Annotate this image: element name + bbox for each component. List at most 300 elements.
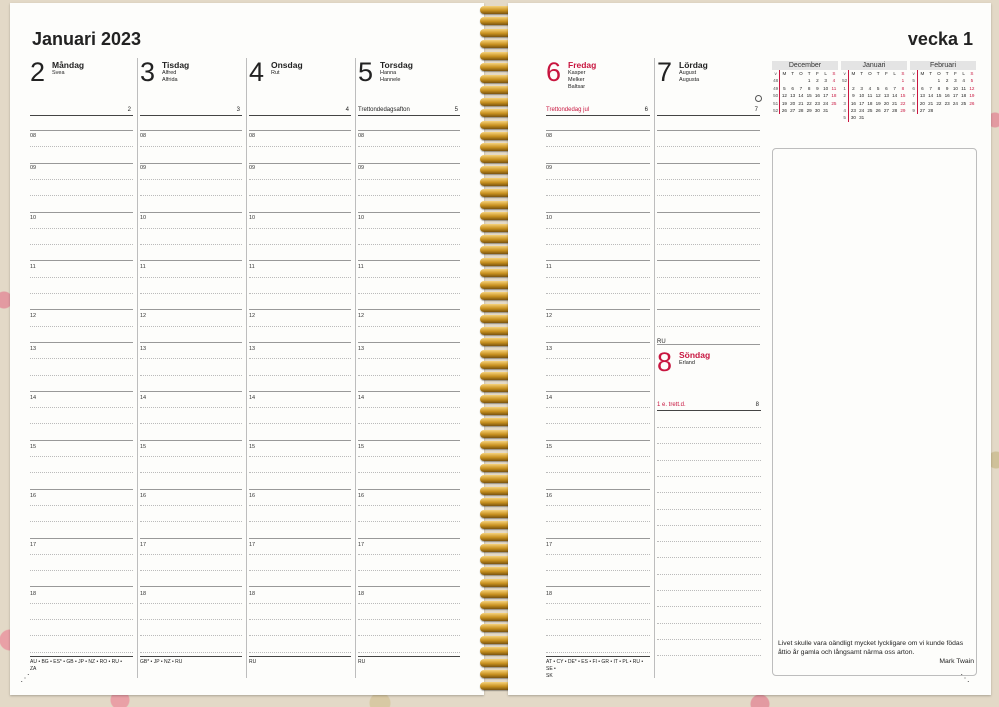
mini-calendar-month: December	[772, 61, 838, 70]
quote-text: Livet skulle vara oändligt mycket lyckligare om vi kunde födas åttio år gamla och långsamt närma oss arton.	[778, 640, 964, 656]
hour-label: 12	[358, 313, 365, 319]
time-line	[657, 179, 760, 180]
hour-label: 17	[30, 542, 37, 548]
calendar-date: 9	[945, 85, 949, 91]
day-number: 4	[249, 57, 265, 87]
week-number: 3	[841, 100, 849, 107]
time-line	[657, 146, 760, 147]
day-index: 8	[755, 402, 759, 408]
hour-label: 11	[249, 264, 255, 270]
calendar-date: 4	[832, 78, 836, 84]
hour-label: 14	[358, 395, 365, 401]
time-line	[657, 260, 760, 261]
time-line	[358, 358, 460, 359]
weekday-header: M	[782, 71, 787, 76]
week-number: 49	[772, 85, 780, 92]
day-number: 8	[657, 347, 673, 377]
time-line	[657, 326, 760, 327]
day-name: Onsdag	[271, 60, 303, 70]
holiday-countries: AU • BG • ES* • GB • JP • NZ • RO • RU • ZA	[30, 659, 122, 672]
hour-label: 18	[249, 591, 256, 597]
time-line	[30, 326, 133, 327]
time-line	[140, 163, 242, 164]
calendar-date: 10	[859, 93, 865, 99]
moon-phase-icon	[755, 95, 762, 102]
calendar-date: 31	[823, 108, 829, 114]
calendar-date: 16	[944, 93, 950, 99]
day-index: 2	[127, 107, 131, 113]
time-line	[546, 619, 650, 620]
time-line	[358, 407, 460, 408]
calendar-date: 12	[781, 93, 787, 99]
time-line	[358, 212, 460, 213]
quote	[778, 639, 974, 666]
weekday-header: S	[970, 71, 974, 76]
calendar-date: 31	[859, 115, 865, 121]
calendar-date: 26	[875, 108, 881, 114]
day-number: 5	[358, 57, 374, 87]
calendar-date: 29	[900, 108, 906, 114]
name-day: Rut	[271, 70, 280, 76]
time-line	[249, 456, 351, 457]
day-name: Torsdag	[380, 60, 413, 70]
calendar-date: 26	[969, 100, 975, 106]
time-line	[140, 554, 242, 555]
calendar-date: 10	[823, 85, 829, 91]
calendar-date: 22	[936, 100, 942, 106]
time-line	[140, 456, 242, 457]
holiday-countries: RU	[358, 659, 366, 665]
hour-label: 16	[30, 493, 37, 499]
calendar-date	[891, 114, 899, 121]
time-line	[657, 443, 761, 444]
calendar-date: 12	[875, 93, 881, 99]
time-line	[249, 146, 351, 147]
calendar-date: 19	[781, 100, 787, 106]
weekday-header: L	[962, 71, 965, 76]
time-line	[249, 440, 351, 441]
time-line	[657, 277, 760, 278]
day-footer-rule	[546, 656, 650, 657]
time-line	[358, 489, 460, 490]
time-line	[249, 358, 351, 359]
calendar-date: 3	[824, 78, 827, 84]
time-line	[30, 342, 133, 343]
day-index: 7	[754, 107, 758, 113]
time-line	[657, 655, 761, 656]
calendar-date: 22	[806, 100, 812, 106]
hour-label: 13	[358, 346, 365, 352]
calendar-date: 14	[892, 93, 898, 99]
calendar-date: 27	[919, 108, 925, 114]
weekday-header: F	[953, 71, 957, 76]
holiday-countries: RU	[249, 659, 257, 665]
hour-label: 09	[30, 165, 37, 171]
calendar-date	[882, 77, 890, 84]
time-line	[358, 391, 460, 392]
calendar-date: 13	[919, 93, 925, 99]
calendar-date: 1	[937, 78, 941, 84]
calendar-date: 5	[876, 85, 880, 91]
weekday-header: T	[807, 71, 811, 76]
time-line	[30, 293, 133, 294]
hour-label: 11	[546, 264, 552, 270]
time-line	[358, 619, 460, 620]
time-line	[657, 244, 760, 245]
time-line	[358, 586, 460, 587]
name-day: Hanna Hannele	[380, 70, 401, 83]
calendar-date: 30	[814, 108, 820, 114]
day-column	[544, 58, 654, 678]
hour-label: 10	[30, 215, 37, 221]
time-line	[30, 277, 133, 278]
weekday-header: O	[799, 71, 803, 76]
time-line	[657, 460, 761, 461]
time-line	[140, 260, 242, 261]
mini-calendar	[772, 61, 838, 114]
week-number: 4	[841, 107, 849, 114]
time-line	[249, 586, 351, 587]
time-line	[249, 472, 351, 473]
time-line	[546, 244, 650, 245]
time-line	[546, 358, 650, 359]
hour-label: 17	[140, 542, 147, 548]
calendar-date: 27	[790, 108, 796, 114]
time-line	[140, 375, 242, 376]
time-line	[546, 326, 650, 327]
time-line	[546, 603, 650, 604]
calendar-date: 11	[961, 85, 967, 91]
time-line	[657, 606, 761, 607]
time-line	[546, 570, 650, 571]
time-line	[249, 375, 351, 376]
time-line	[140, 358, 242, 359]
time-line	[30, 456, 133, 457]
day-number: 2	[30, 57, 46, 87]
hour-label: 15	[546, 444, 553, 450]
calendar-date: 4	[962, 78, 965, 84]
day-name: Söndag	[679, 350, 711, 360]
calendar-date: 7	[893, 85, 896, 91]
hour-label: 16	[358, 493, 365, 499]
calendar-date: 26	[781, 108, 787, 114]
time-line	[358, 635, 460, 636]
time-line	[546, 212, 650, 213]
calendar-date: 8	[937, 85, 941, 91]
weekday-header: L	[893, 71, 896, 76]
name-day: Erland	[679, 360, 695, 366]
weekday-header: O	[868, 71, 872, 76]
time-line	[546, 342, 650, 343]
time-line	[358, 260, 460, 261]
calendar-date: 18	[831, 93, 837, 99]
day-note: Trettondedag jul	[546, 107, 590, 113]
time-line	[358, 179, 460, 180]
time-line	[249, 603, 351, 604]
time-line	[249, 342, 351, 343]
time-line	[358, 456, 460, 457]
weekday-header: T	[876, 71, 880, 76]
weekday-header: F	[884, 71, 888, 76]
time-line	[546, 554, 650, 555]
calendar-date: 21	[928, 100, 934, 106]
hour-label: 16	[249, 493, 256, 499]
time-line	[140, 342, 242, 343]
time-line	[249, 423, 351, 424]
time-line	[358, 130, 460, 131]
calendar-date: 6	[791, 85, 794, 91]
calendar-date	[968, 107, 976, 114]
calendar-date: 4	[868, 85, 872, 91]
day-index: 5	[454, 107, 458, 113]
calendar-date: 18	[867, 100, 873, 106]
day-footer-rule	[358, 656, 460, 657]
time-line	[30, 603, 133, 604]
week-title: vecka 1	[907, 29, 973, 49]
weekday-header: v	[841, 70, 849, 77]
time-line	[249, 326, 351, 327]
calendar-date	[797, 77, 805, 84]
time-line	[657, 623, 761, 624]
time-line	[657, 574, 761, 575]
time-line	[30, 407, 133, 408]
name-day: Alfred Alfrida	[162, 70, 178, 83]
day-name: Lördag	[679, 60, 708, 70]
time-line	[140, 244, 242, 245]
time-line	[358, 505, 460, 506]
calendar-date: 20	[883, 100, 889, 106]
calendar-date: 17	[823, 93, 829, 99]
calendar-date: 28	[798, 108, 804, 114]
hour-label: 08	[249, 133, 256, 139]
hour-label: 18	[358, 591, 365, 597]
week-number: 2	[841, 92, 849, 99]
calendar-date: 1	[807, 78, 811, 84]
time-line	[30, 358, 133, 359]
time-line	[358, 228, 460, 229]
time-line	[140, 538, 242, 539]
calendar-date: 28	[892, 108, 898, 114]
time-line	[140, 277, 242, 278]
time-line	[30, 260, 133, 261]
mini-calendar-grid	[841, 70, 907, 122]
left-page	[10, 3, 484, 695]
calendar-date: 7	[799, 85, 803, 91]
time-line	[249, 538, 351, 539]
time-line	[140, 521, 242, 522]
day-column	[355, 58, 464, 678]
calendar-date: 1	[901, 78, 905, 84]
weekday-header: M	[920, 71, 925, 76]
time-line	[249, 163, 351, 164]
hour-label: 17	[358, 542, 365, 548]
time-line	[30, 195, 133, 196]
time-line	[140, 407, 242, 408]
hour-label: 18	[140, 591, 147, 597]
hour-label: 11	[358, 264, 364, 270]
time-line	[30, 130, 133, 131]
day-index: 3	[236, 107, 240, 113]
name-day: Kasper Melker Baltsar	[568, 70, 586, 90]
mini-calendar-month: Februari	[910, 61, 976, 70]
time-line	[546, 309, 650, 310]
calendar-date: 16	[850, 100, 856, 106]
time-line	[657, 509, 761, 510]
time-line	[249, 635, 351, 636]
week-number: 5	[841, 114, 849, 121]
calendar-date: 15	[936, 93, 942, 99]
time-line	[358, 423, 460, 424]
time-line	[546, 456, 650, 457]
time-line	[546, 179, 650, 180]
time-line	[657, 212, 760, 213]
hour-label: 18	[30, 591, 37, 597]
time-line	[140, 423, 242, 424]
hour-label: 13	[30, 346, 37, 352]
day-header-rule	[546, 115, 650, 116]
calendar-date: 30	[850, 115, 856, 121]
day-number: 6	[546, 57, 562, 87]
time-line	[249, 489, 351, 490]
day-name: Måndag	[52, 60, 85, 70]
day-header-rule	[140, 115, 242, 116]
time-line	[358, 375, 460, 376]
time-line	[140, 440, 242, 441]
calendar-date: 15	[806, 93, 812, 99]
time-line	[30, 586, 133, 587]
calendar-date: 25	[867, 108, 873, 114]
day-footer-rule	[249, 656, 351, 657]
time-line	[30, 538, 133, 539]
time-line	[358, 146, 460, 147]
hour-label: 12	[249, 313, 256, 319]
time-line	[546, 440, 650, 441]
calendar-date	[891, 77, 899, 84]
time-line	[657, 427, 761, 428]
hour-label: 14	[140, 395, 147, 401]
time-line	[140, 326, 242, 327]
time-line	[30, 570, 133, 571]
calendar-date: 7	[929, 85, 932, 91]
time-line	[546, 652, 650, 653]
time-line	[140, 619, 242, 620]
day-header-rule	[657, 115, 760, 116]
hour-label: 12	[30, 313, 37, 319]
time-line	[358, 652, 460, 653]
day-header-rule	[358, 115, 460, 116]
calendar-date	[830, 107, 838, 114]
hour-label: 15	[249, 444, 256, 450]
time-line	[546, 423, 650, 424]
time-line	[546, 277, 650, 278]
hour-label: 09	[249, 165, 256, 171]
time-line	[358, 342, 460, 343]
hour-label: 11	[140, 264, 146, 270]
hour-label: 09	[140, 165, 147, 171]
weekday-header: L	[824, 71, 827, 76]
time-line	[30, 375, 133, 376]
time-line	[30, 163, 133, 164]
calendar-date: 5	[783, 85, 786, 91]
calendar-date: 6	[885, 85, 888, 91]
time-line	[358, 440, 460, 441]
time-line	[30, 228, 133, 229]
time-line	[657, 476, 761, 477]
time-line	[30, 146, 133, 147]
time-line	[30, 619, 133, 620]
time-line	[546, 489, 650, 490]
calendar-date	[866, 77, 874, 84]
time-line	[546, 505, 650, 506]
day-column	[654, 58, 764, 678]
calendar-date: 20	[919, 100, 925, 106]
calendar-date	[927, 77, 935, 84]
time-line	[30, 244, 133, 245]
calendar-date	[882, 114, 890, 121]
day-number: 7	[657, 57, 673, 87]
hour-label: 17	[546, 542, 553, 548]
page-corner-icon: ⋱	[960, 673, 968, 684]
calendar-date	[951, 107, 959, 114]
calendar-date	[943, 107, 951, 114]
weekday-header: v	[910, 70, 918, 77]
day-index: 6	[644, 107, 648, 113]
weekday-header: S	[901, 71, 905, 76]
time-line	[546, 391, 650, 392]
time-line	[140, 228, 242, 229]
hour-label: 15	[358, 444, 365, 450]
day-number: 3	[140, 57, 156, 87]
hour-label: 18	[546, 591, 553, 597]
time-line	[140, 212, 242, 213]
time-line	[546, 538, 650, 539]
day-name: Fredag	[568, 60, 597, 70]
week-number: 7	[910, 92, 918, 99]
time-line	[249, 244, 351, 245]
week-number: 5	[910, 77, 918, 84]
day-name: Tisdag	[162, 60, 190, 70]
calendar-date: 14	[798, 93, 804, 99]
time-line	[249, 521, 351, 522]
time-line	[249, 293, 351, 294]
day-column	[28, 58, 137, 678]
time-line	[140, 309, 242, 310]
time-line	[546, 407, 650, 408]
time-line	[657, 492, 761, 493]
calendar-date: 23	[814, 100, 820, 106]
mini-calendar-grid	[910, 70, 976, 114]
hour-label: 08	[358, 133, 365, 139]
notes-box	[772, 148, 977, 676]
time-line	[30, 652, 133, 653]
calendar-date	[935, 107, 943, 114]
hour-label: 08	[546, 133, 553, 139]
calendar-date: 23	[850, 108, 856, 114]
time-line	[546, 472, 650, 473]
calendar-date: 2	[945, 78, 949, 84]
calendar-date: 21	[798, 100, 804, 106]
calendar-date: 22	[900, 100, 906, 106]
hour-label: 10	[140, 215, 147, 221]
calendar-date	[780, 77, 788, 84]
calendar-date: 17	[859, 100, 865, 106]
time-line	[358, 309, 460, 310]
time-line	[657, 228, 760, 229]
week-number: 48	[772, 77, 780, 84]
day-footer-rule	[140, 656, 242, 657]
calendar-date: 2	[816, 78, 819, 84]
time-line	[30, 554, 133, 555]
